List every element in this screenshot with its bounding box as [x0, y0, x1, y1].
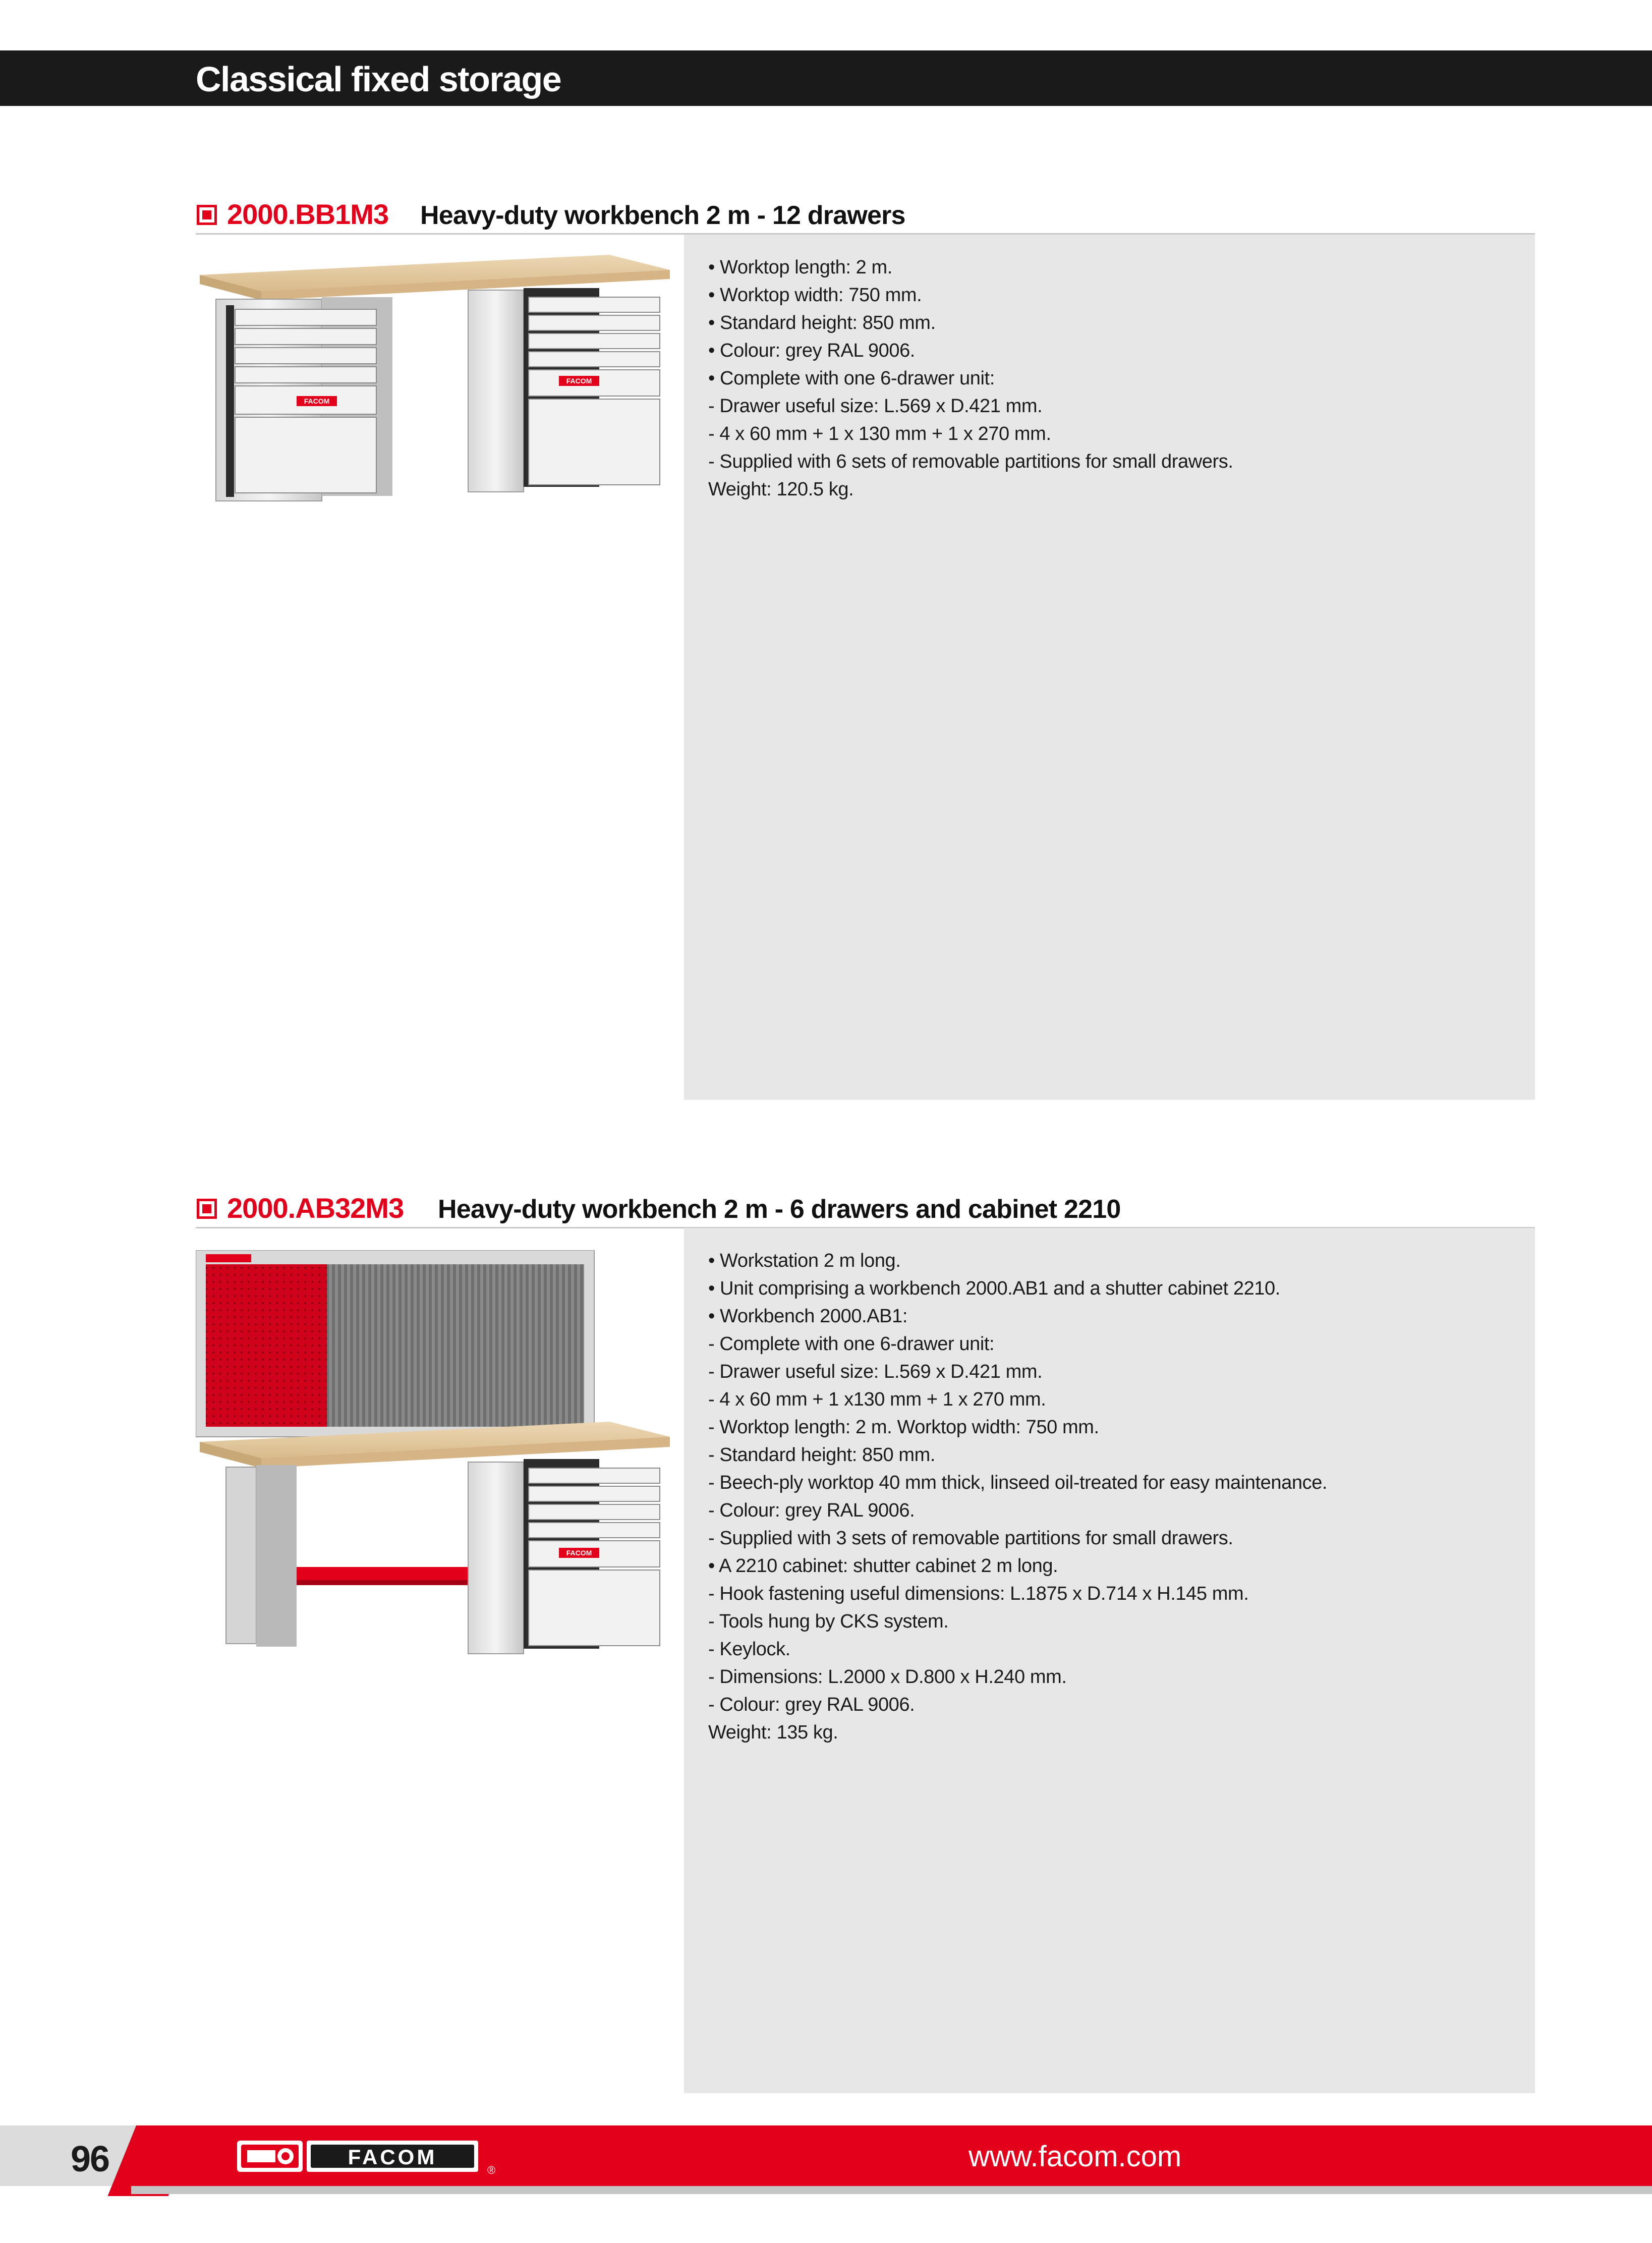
description-line: • Workbench 2000.AB1: [708, 1306, 907, 1327]
page-number: 96 [71, 2139, 109, 2179]
svg-text:FACOM: FACOM [304, 397, 330, 405]
workbench-12-drawers-image [196, 255, 670, 507]
red-square-bullet-icon [197, 1199, 217, 1219]
workbench-with-cabinet-image [196, 1250, 670, 1664]
description-line: - 4 x 60 mm + 1 x 130 mm + 1 x 270 mm. [708, 423, 1051, 444]
facom-logo [237, 2137, 520, 2177]
page-title: Classical fixed storage [196, 60, 561, 99]
description-line: • Complete with one 6-drawer unit: [708, 368, 995, 389]
description-line: - Supplied with 6 sets of removable partitions for small drawers. [708, 451, 1233, 472]
svg-text:FACOM: FACOM [566, 1549, 592, 1557]
description-line: - Keylock. [708, 1639, 790, 1660]
product-description-panel [684, 235, 1535, 1100]
description-line: • A 2210 cabinet: shutter cabinet 2 m long. [708, 1555, 1058, 1577]
description-line: - Colour: grey RAL 9006. [708, 1694, 915, 1715]
product-code: 2000.AB32M3 [227, 1192, 404, 1224]
description-line: - Standard height: 850 mm. [708, 1444, 936, 1466]
description-line: • Worktop width: 750 mm. [708, 285, 922, 306]
red-square-bullet-icon [197, 205, 217, 225]
description-line: - Drawer useful size: L.569 x D.421 mm. [708, 1361, 1043, 1382]
product-code: 2000.BB1M3 [227, 198, 388, 230]
product-description-list [708, 1247, 1327, 1747]
description-line: - 4 x 60 mm + 1 x130 mm + 1 x 270 mm. [708, 1389, 1046, 1410]
description-line: - Tools hung by CKS system. [708, 1611, 949, 1632]
description-line: - Worktop length: 2 m. Worktop width: 750 mm. [708, 1417, 1099, 1438]
product-name: Heavy-duty workbench 2 m - 6 drawers and cabinet 2210 [438, 1195, 1121, 1224]
website-link[interactable]: www.facom.com [969, 2140, 1182, 2173]
product-heading [196, 198, 1535, 235]
product-description-list [708, 254, 1233, 503]
description-line: - Drawer useful size: L.569 x D.421 mm. [708, 396, 1043, 417]
registered-mark: ® [487, 2164, 496, 2176]
description-line: Weight: 120.5 kg. [708, 479, 854, 500]
description-line: - Dimensions: L.2000 x D.800 x H.240 mm. [708, 1666, 1067, 1688]
product-description-panel [684, 1228, 1535, 2093]
product-name: Heavy-duty workbench 2 m - 12 drawers [420, 201, 905, 230]
description-line: - Complete with one 6-drawer unit: [708, 1333, 995, 1355]
description-line: • Worktop length: 2 m. [708, 257, 892, 278]
description-line: - Colour: grey RAL 9006. [708, 1500, 915, 1521]
description-line: - Beech-ply worktop 40 mm thick, linseed oil-treated for easy maintenance. [708, 1472, 1328, 1493]
description-line: - Supplied with 3 sets of removable partitions for small drawers. [708, 1528, 1233, 1549]
description-line: • Colour: grey RAL 9006. [708, 340, 915, 361]
product-heading [196, 1192, 1535, 1228]
description-line: • Standard height: 850 mm. [708, 312, 936, 333]
description-line: • Workstation 2 m long. [708, 1250, 901, 1271]
description-line: Weight: 135 kg. [708, 1722, 838, 1743]
facom-wordmark: FACOM [348, 2145, 437, 2169]
description-line: - Hook fastening useful dimensions: L.1875 x D.714 x H.145 mm. [708, 1583, 1249, 1604]
svg-text:FACOM: FACOM [566, 377, 592, 385]
footer-stripe [131, 2186, 1652, 2194]
description-line: • Unit comprising a workbench 2000.AB1 and a shutter cabinet 2210. [708, 1278, 1280, 1299]
